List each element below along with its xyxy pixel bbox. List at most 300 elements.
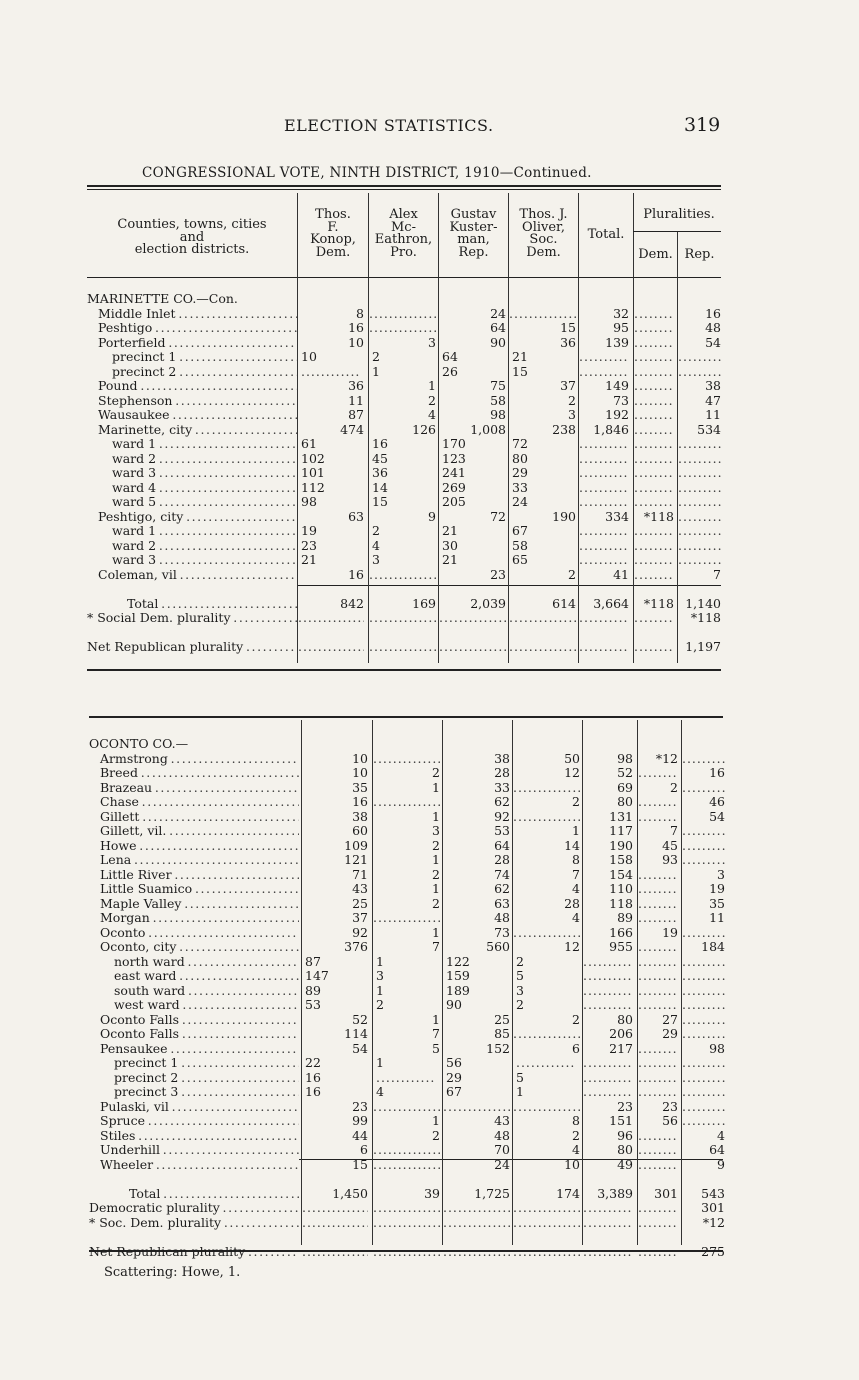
cell-a [298, 611, 364, 626]
cell-pd [638, 868, 678, 883]
row-label: Stephenson . . . [87, 394, 297, 409]
row-label: precinct 2 . . . [87, 365, 297, 380]
cell-pr [682, 839, 725, 854]
row-label: Gillett . . . [89, 810, 299, 825]
cell-sa: 147 [305, 969, 329, 983]
table-row [89, 1143, 723, 1158]
row-label: Oconto Falls . . . [89, 1013, 299, 1028]
table-row [89, 955, 723, 970]
row-label: Maple Valley . . . [89, 897, 299, 912]
cell-pd [634, 524, 674, 539]
cell-a: 474 [340, 422, 364, 437]
row-label: Democratic plurality . . . [89, 1201, 299, 1216]
cell-d [513, 1216, 580, 1231]
cell-sd: 58 [512, 538, 528, 553]
cell-b: 1 [432, 809, 440, 824]
cell-a: 38 [352, 809, 368, 824]
table-row [89, 781, 723, 796]
cell-pr [682, 955, 725, 970]
cell-b: 9 [428, 509, 436, 524]
cell-a: 15 [352, 1157, 368, 1172]
cell-sa: 19 [301, 524, 317, 538]
cell-d [513, 1245, 580, 1260]
marinette-rows [87, 292, 721, 655]
table-row [87, 481, 721, 496]
row-label: precinct 3 . . . [89, 1085, 299, 1100]
cell-d: 2 [568, 393, 576, 408]
cell-pr [682, 998, 725, 1013]
cell-b: 2 [432, 838, 440, 853]
cell-b: 1 [432, 1012, 440, 1027]
cell-b: 3 [432, 824, 440, 838]
cell-t: 110 [609, 882, 633, 896]
cell-c: 2,039 [470, 596, 506, 611]
cell-pd [638, 955, 678, 970]
cell-sc: 64 [442, 350, 458, 364]
cell-a: 43 [352, 882, 368, 896]
cell-a: 60 [352, 824, 368, 838]
table-row [89, 1201, 723, 1216]
cell-pr [682, 1114, 725, 1129]
cell-c: 90 [490, 335, 506, 350]
cell-pd [638, 1245, 678, 1260]
table-row [87, 582, 721, 597]
cell-t: 158 [609, 853, 633, 867]
cell-pr: 11 [709, 911, 725, 925]
row-label: Pulaski, vil . . . [89, 1100, 299, 1115]
cell-sa: 61 [301, 437, 317, 451]
cell-sa: 87 [305, 954, 321, 969]
cell-a: 6 [360, 1143, 368, 1157]
table-row [89, 1027, 723, 1042]
cell-pd: 93 [662, 853, 678, 867]
col-header-konop: Thos. F. Konop, Dem. [310, 207, 356, 260]
cell-c: 63 [494, 896, 510, 911]
row-label: Underhill . . . [89, 1143, 299, 1158]
marinette-vote-table [87, 185, 721, 672]
table-row [89, 1172, 723, 1187]
cell-pd [638, 1201, 678, 1216]
cell-pd [634, 437, 674, 452]
cell-d: 36 [560, 335, 576, 350]
cell-pd: 56 [662, 1114, 678, 1128]
cell-c: 1,008 [470, 422, 506, 437]
table-row [87, 292, 721, 307]
cell-t: 32 [613, 306, 629, 321]
cell-pd [638, 940, 678, 955]
cell-t [583, 1056, 633, 1071]
row-label: Oconto Falls . . . [89, 1027, 299, 1042]
cell-pd: *118 [643, 596, 674, 611]
cell-pd: 19 [662, 925, 678, 940]
cell-sd: 80 [512, 451, 528, 466]
table-row [89, 766, 723, 781]
table-row [89, 998, 723, 1013]
cell-pd [634, 495, 674, 510]
table-row [89, 752, 723, 767]
cell-pd [634, 539, 674, 554]
cell-pr: 301 [701, 1201, 725, 1215]
cell-t: 3,664 [593, 596, 629, 611]
cell-b: 1 [432, 853, 440, 867]
cell-pr [678, 553, 721, 568]
table-row [89, 882, 723, 897]
cell-a: 16 [352, 795, 368, 809]
cell-a: 842 [340, 596, 364, 611]
cell-t: 192 [605, 408, 629, 422]
row-label: Oconto, city . . . [89, 940, 299, 955]
table-row [87, 394, 721, 409]
cell-b [369, 307, 436, 322]
cell-c: 1,725 [474, 1186, 510, 1201]
cell-sb: 4 [372, 538, 380, 553]
table-row [89, 1216, 723, 1231]
row-label: Marinette, city . . . [87, 423, 297, 438]
cell-pr: 98 [709, 1041, 725, 1056]
col-header-dem: Dem. [638, 247, 673, 262]
row-label: south ward . . . [89, 984, 299, 999]
oconto-vote-table [89, 716, 725, 1259]
cell-c: 74 [494, 867, 510, 882]
table-row [87, 423, 721, 438]
cell-d [513, 1201, 580, 1216]
row-label: east ward . . . [89, 969, 299, 984]
cell-d: 50 [564, 751, 580, 766]
table-row [87, 350, 721, 365]
cell-sa: 112 [301, 480, 325, 495]
cell-sa: 98 [301, 495, 317, 509]
cell-sb: 4 [376, 1085, 384, 1099]
col-header-pluralities: Pluralities. [643, 207, 715, 222]
cell-sd: 1 [516, 1085, 524, 1099]
header-bottom-rule [87, 277, 721, 278]
cell-pr [682, 824, 725, 839]
cell-d [513, 1100, 580, 1115]
cell-t: 334 [605, 509, 629, 524]
cell-sb: 3 [376, 969, 384, 983]
table-row [89, 1013, 723, 1028]
cell-a: 109 [344, 838, 368, 853]
cell-c: 152 [486, 1041, 510, 1056]
cell-c: 24 [494, 1157, 510, 1172]
cell-pd [634, 481, 674, 496]
cell-pd [634, 336, 674, 351]
cell-pd [638, 1129, 678, 1144]
cell-a: 92 [352, 925, 368, 940]
cell-pr [682, 1056, 725, 1071]
cell-b [373, 1158, 440, 1173]
cell-pr: 16 [705, 306, 721, 321]
cell-a [298, 640, 364, 655]
cell-sa: 101 [301, 466, 325, 480]
cell-sb: 1 [376, 954, 384, 969]
cell-sc: 30 [442, 538, 458, 553]
cell-a: 87 [348, 408, 364, 422]
cell-t: 69 [617, 780, 633, 795]
oconto-rows [89, 737, 723, 1259]
cell-sa: 89 [305, 983, 321, 998]
cell-sd: 24 [512, 495, 528, 509]
row-label: ward 5 . . . [87, 495, 297, 510]
cell-pr: 4 [717, 1128, 725, 1143]
cell-t [579, 539, 629, 554]
table-row [89, 795, 723, 810]
cell-b: 2 [432, 896, 440, 911]
cell-c: 62 [494, 882, 510, 896]
cell-c: 85 [494, 1027, 510, 1041]
row-label: Total . . . [89, 1187, 299, 1202]
cell-d [509, 640, 576, 655]
cell-c: 38 [494, 751, 510, 766]
row-label: Middle Inlet . . . [87, 307, 297, 322]
cell-t: 98 [617, 751, 633, 766]
cell-pd [638, 1158, 678, 1173]
cell-a: 37 [352, 911, 368, 925]
table-caption: CONGRESSIONAL VOTE, NINTH DISTRICT, 1910—Continued. [142, 165, 592, 181]
cell-sa: 16 [305, 1085, 321, 1099]
cell-c [443, 1245, 510, 1260]
cell-b: 1 [432, 780, 440, 795]
cell-t: 131 [609, 809, 633, 824]
cell-sc: 21 [442, 553, 458, 567]
cell-c: 25 [494, 1012, 510, 1027]
cell-sc: 90 [446, 998, 462, 1012]
row-label: Wheeler . . . [89, 1158, 299, 1173]
col-header-oliver: Thos. J. Oliver, Soc. Dem. [519, 207, 568, 260]
cell-c [443, 1201, 510, 1216]
cell-sa: 23 [301, 538, 317, 553]
table-top-rule-inner [87, 189, 721, 190]
row-label: Net Republican plurality . . . [87, 640, 297, 655]
row-label: Little River . . . [89, 868, 299, 883]
row-label: Chase . . . [89, 795, 299, 810]
cell-d: 37 [560, 379, 576, 393]
cell-sc: 67 [446, 1085, 462, 1099]
cell-d: 614 [552, 596, 576, 611]
table-row [87, 640, 721, 655]
cell-pd [638, 810, 678, 825]
cell-t [579, 481, 629, 496]
cell-pr [682, 781, 725, 796]
cell-c: 24 [490, 306, 506, 321]
cell-d: 238 [552, 422, 576, 437]
table-row [87, 626, 721, 641]
cell-pr [678, 350, 721, 365]
cell-d [509, 307, 576, 322]
cell-c [443, 1100, 510, 1115]
cell-pd: *12 [655, 751, 678, 766]
row-label: ward 2 . . . [87, 452, 297, 467]
cell-sd: 67 [512, 524, 528, 538]
row-label: Wausaukee . . . [87, 408, 297, 423]
cell-pd [638, 882, 678, 897]
cell-t [583, 955, 633, 970]
cell-t [579, 640, 629, 655]
cell-b [369, 611, 436, 626]
table-row [89, 853, 723, 868]
cell-pd [634, 365, 674, 380]
cell-sb: 15 [372, 495, 388, 509]
row-label: ward 4 . . . [87, 481, 297, 496]
cell-b [373, 1245, 440, 1260]
cell-pd [638, 766, 678, 781]
row-label: precinct 1 . . . [89, 1056, 299, 1071]
cell-t: 955 [609, 940, 633, 954]
cell-a: 121 [344, 853, 368, 867]
cell-pr [678, 510, 721, 525]
cell-pd: *118 [643, 509, 674, 524]
row-label: Lena . . . [89, 853, 299, 868]
cell-pr: 47 [705, 393, 721, 408]
table-row [87, 307, 721, 322]
cell-sc: 123 [442, 451, 466, 466]
table-row [89, 868, 723, 883]
cell-sb: 2 [376, 998, 384, 1012]
cell-a: 44 [352, 1128, 368, 1143]
table-row [87, 466, 721, 481]
cell-pd [634, 321, 674, 336]
cell-b: 5 [432, 1041, 440, 1056]
cell-b: 126 [412, 422, 436, 437]
cell-sb: 3 [372, 553, 380, 567]
row-label: Howe . . . [89, 839, 299, 854]
cell-pd [638, 969, 678, 984]
row-label: Peshtigo . . . [87, 321, 297, 336]
table-row [89, 1071, 723, 1086]
cell-d: 7 [572, 867, 580, 882]
cell-d: 2 [572, 1128, 580, 1143]
row-label: Armstrong . . . [89, 752, 299, 767]
cell-d: 4 [572, 911, 580, 925]
cell-sd [516, 1056, 576, 1071]
cell-t: 149 [605, 379, 629, 393]
cell-sa: 16 [305, 1070, 321, 1085]
cell-t: 80 [617, 1012, 633, 1027]
table-row [87, 539, 721, 554]
cell-b [373, 1216, 440, 1231]
cell-d: 14 [564, 838, 580, 853]
page-running-title: ELECTION STATISTICS. [284, 116, 494, 135]
table-row [89, 984, 723, 999]
cell-pr: 534 [697, 422, 721, 437]
cell-sb: 2 [372, 524, 380, 538]
cell-sa: 53 [305, 998, 321, 1012]
table-row [87, 437, 721, 452]
cell-sc: 159 [446, 969, 470, 983]
table-row [87, 495, 721, 510]
cell-pr [678, 452, 721, 467]
cell-pd: 301 [654, 1186, 678, 1201]
cell-t: 3,389 [597, 1186, 633, 1201]
cell-pr: 275 [701, 1244, 725, 1259]
cell-pr: 9 [717, 1157, 725, 1172]
table-bottom-rule [87, 669, 721, 671]
cell-a: 99 [352, 1114, 368, 1128]
cell-c: 72 [490, 509, 506, 524]
row-label: Net Republican plurality . . . [89, 1245, 299, 1260]
cell-t [579, 452, 629, 467]
cell-c [439, 611, 506, 626]
table-row [87, 510, 721, 525]
cell-a: 10 [348, 335, 364, 350]
cell-pd [634, 611, 674, 626]
cell-t [579, 524, 629, 539]
row-label: Breed . . . [89, 766, 299, 781]
cell-t: 80 [617, 795, 633, 809]
cell-sd: 21 [512, 350, 528, 364]
cell-t: 49 [617, 1157, 633, 1172]
row-label: ward 3 . . . [87, 553, 297, 568]
row-label: Porterfield . . . [87, 336, 297, 351]
cell-pr: 16 [709, 766, 725, 780]
cell-b: 7 [432, 1027, 440, 1041]
cell-pr [678, 495, 721, 510]
cell-t: 80 [617, 1143, 633, 1157]
cell-c: 70 [494, 1143, 510, 1157]
cell-t: 52 [617, 766, 633, 780]
cell-pd [634, 394, 674, 409]
cell-a: 8 [356, 306, 364, 321]
cell-sa: 22 [305, 1056, 321, 1070]
cell-t [579, 553, 629, 568]
table-row [89, 1114, 723, 1129]
cell-d: 28 [564, 896, 580, 911]
table-row [87, 568, 721, 583]
cell-c: 48 [494, 1128, 510, 1143]
cell-pd [638, 984, 678, 999]
cell-pd: 27 [662, 1012, 678, 1027]
cell-b: 2 [432, 1128, 440, 1143]
cell-d: 174 [556, 1186, 580, 1201]
row-label: MARINETTE CO.—Con. [87, 292, 238, 306]
cell-pd: 7 [670, 824, 678, 838]
cell-t [583, 1245, 633, 1260]
cell-c: 28 [494, 766, 510, 780]
cell-b: 39 [424, 1186, 440, 1201]
row-label: Total . . . [87, 597, 297, 612]
cell-b: 2 [432, 867, 440, 882]
cell-c: 92 [494, 809, 510, 824]
cell-a: 11 [348, 393, 364, 408]
cell-t: 95 [613, 321, 629, 335]
cell-sb: 16 [372, 437, 388, 451]
cell-a: 36 [348, 379, 364, 393]
cell-sb: 45 [372, 451, 388, 466]
cell-pr [682, 926, 725, 941]
cell-b [373, 911, 440, 926]
row-label: Peshtigo, city . . . [87, 510, 297, 525]
cell-pd [638, 1042, 678, 1057]
cell-pd [634, 350, 674, 365]
cell-a: 1,450 [332, 1186, 368, 1201]
row-label: Spruce . . . [89, 1114, 299, 1129]
cell-d: 12 [564, 766, 580, 780]
row-label: Oconto . . . [89, 926, 299, 941]
table-row [87, 379, 721, 394]
cell-c [439, 640, 506, 655]
cell-d: 2 [572, 1012, 580, 1027]
footnote-scattering: Scattering: Howe, 1. [104, 1265, 241, 1280]
table-row [87, 452, 721, 467]
table-row [89, 1042, 723, 1057]
cell-pr [678, 539, 721, 554]
cell-a [302, 1201, 368, 1216]
cell-c: 98 [490, 408, 506, 422]
cell-pd: 29 [662, 1027, 678, 1041]
cell-pr [682, 1013, 725, 1028]
cell-b: 1 [428, 379, 436, 393]
cell-d: 190 [552, 509, 576, 524]
